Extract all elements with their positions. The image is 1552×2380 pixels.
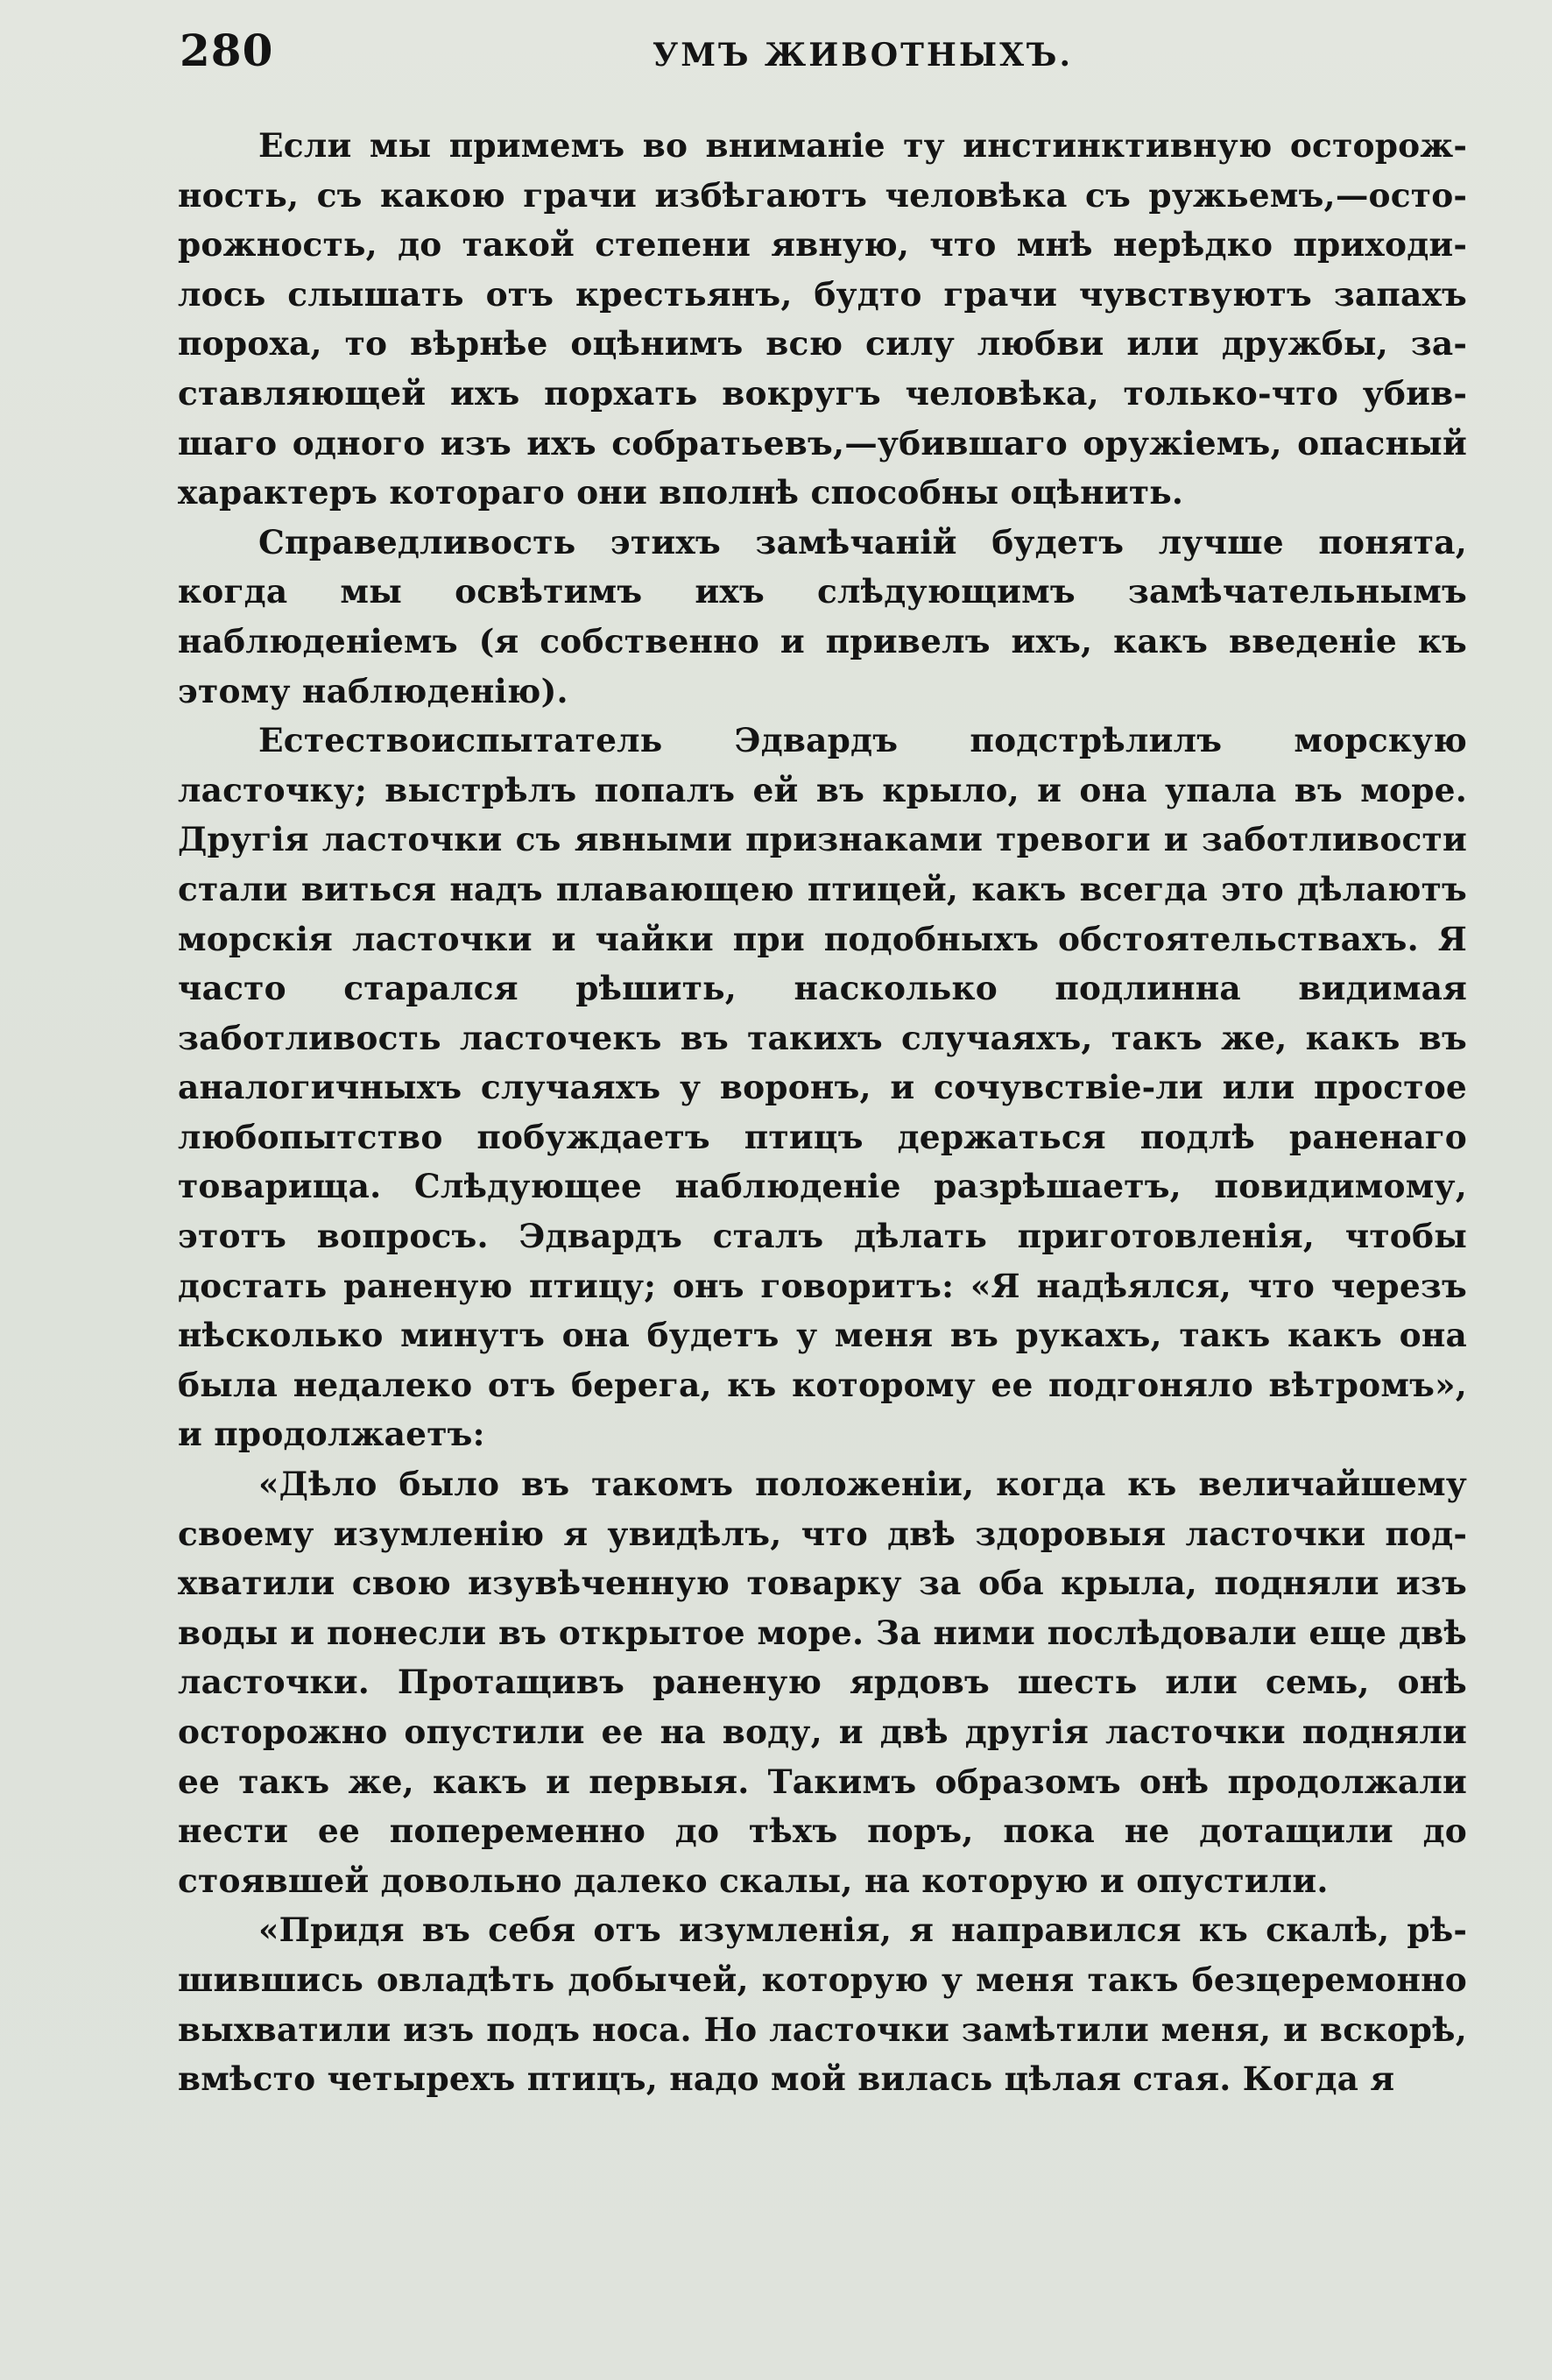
page-header: [180, 25, 1467, 86]
body-text: [178, 121, 1467, 2104]
paragraph: Справедливость этихъ замѣчаній будетъ лучше понята, когда мы освѣтимъ ихъ слѣдующимъ замѣчательнымъ наблюденіемъ (я собственно и привелъ ихъ, какъ введеніе къ этому наблюденію).: [178, 522, 1467, 710]
running-title: УМЪ ЖИВОТНЫХЪ.: [653, 37, 1074, 74]
paragraph: «Дѣло было въ такомъ положеніи, когда къ величайшему своему изумленію я увидѣлъ, что двѣ здоровыя ласточки подхватили свою изувѣченную товарку за оба крыла, подняли изъ воды и понесли въ открытое море. За ними послѣдовали еще двѣ ласточки. Протащивъ раненую ярдовъ шесть или семь, онѣ осторожно опустили ее на воду, и двѣ другія ласточки подняли ее такъ же, какъ и первыя. Такимъ образомъ онѣ продолжали нести ее попеременно до тѣхъ поръ, пока не дотащили до стоявшей довольно далеко скалы, на которую и опустили.: [178, 1465, 1467, 1900]
paragraph: Если мы примемъ во вниманіе ту инстинктивную осторожность, съ какою грачи избѣгаютъ человѣка съ ружьемъ,—осторожность, до такой степени явную, что мнѣ нерѣдко приходилось слышать отъ крестьянъ, будто грачи чувствуютъ запахъ пороха, то вѣрнѣе оцѣнимъ всю силу любви или дружбы, заставляющей ихъ порхать вокругъ человѣка, только-что убившаго одного изъ ихъ собратьевъ,—убившаго оружіемъ, опасный характеръ котораго они вполнѣ способны оцѣнить.: [178, 126, 1467, 512]
paragraph: Естествоиспытатель Эдвардъ подстрѣлилъ морскую ласточку; выстрѣлъ попалъ ей въ крыло, и она упала въ море. Другія ласточки съ явными признаками тревоги и заботливости стали виться надъ плавающею птицей, какъ всегда это дѣлаютъ морскія ласточки и чайки при подобныхъ обстоятельствахъ. Я часто старался рѣшить, насколько подлинна видимая заботливость ласточекъ въ такихъ случаяхъ, такъ же, какъ въ аналогичныхъ случаяхъ у воронъ, и сочувствіе-ли или простое любопытство побуждаетъ птицъ держаться подлѣ раненаго товарища. Слѣдующее наблюденіе разрѣшаетъ, повидимому, этотъ вопросъ. Эдвардъ сталъ дѣлать приготовленія, чтобы достать раненую птицу; онъ говоритъ: «Я надѣялся, что черезъ нѣсколько минутъ она будетъ у меня въ рукахъ, такъ какъ она была недалеко отъ берега, къ которому ее подгоняло вѣтромъ», и продолжаетъ:: [178, 721, 1467, 1454]
page-number: 280: [180, 25, 274, 76]
paragraph: «Придя въ себя отъ изумленія, я направился къ скалѣ, рѣшившись овладѣть добычей, которую у меня такъ безцеремонно выхватили изъ подъ носа. Но ласточки замѣтили меня, и вскорѣ, вмѣсто четырехъ птицъ, надо мой вилась цѣлая стая. Когда я: [178, 1910, 1467, 2099]
